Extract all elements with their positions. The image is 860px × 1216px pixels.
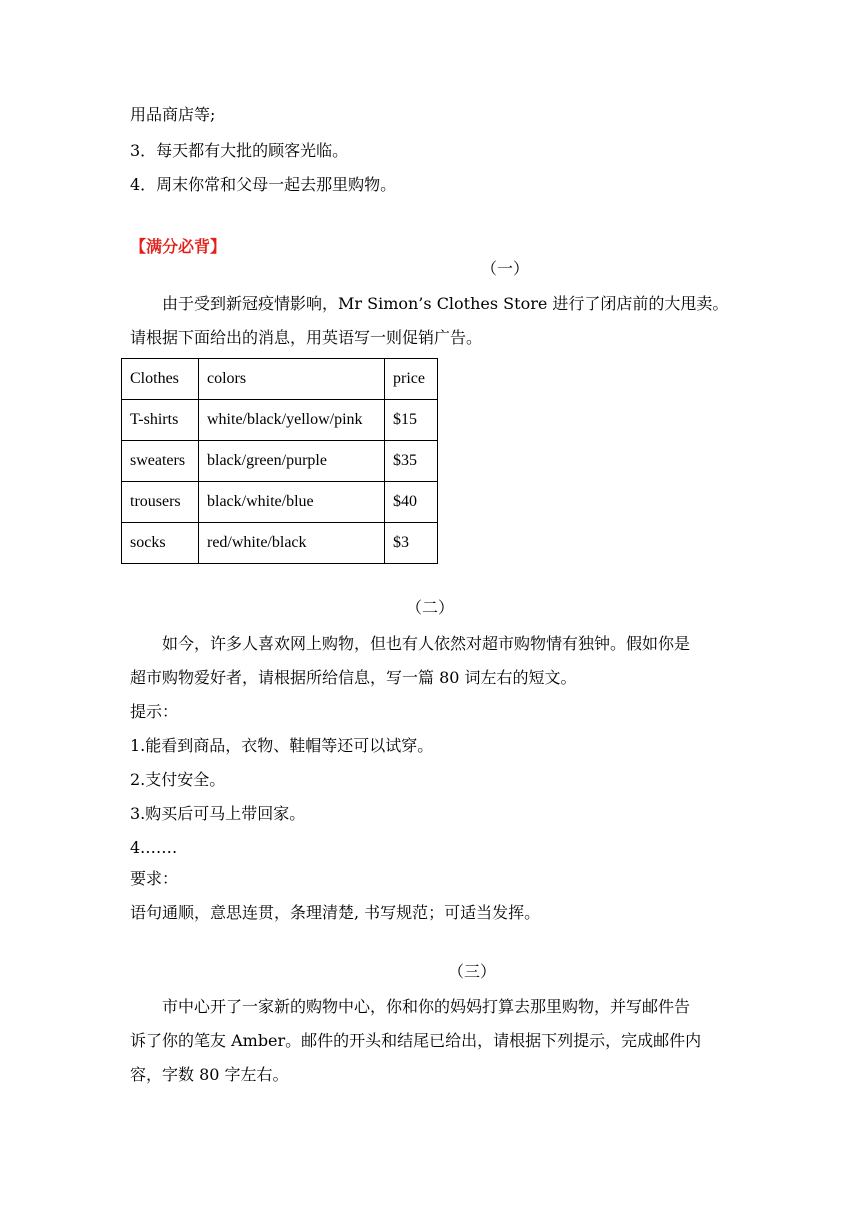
part2-label: （二） [405,598,454,617]
table-cell: trousers [122,482,199,523]
table-row [122,400,438,441]
table-cell: white/black/yellow/pink [199,400,385,441]
part3-intro-line: 容，字数 80 字左右。 [130,1065,289,1084]
table-row [122,523,438,564]
table-cell: socks [122,523,199,564]
table-cell: $35 [385,441,438,482]
part3-intro-line: 市中心开了一家新的购物中心，你和你的妈妈打算去那里购物，并写邮件告 [162,997,691,1016]
clothes-table [121,358,438,564]
hint-item: 4.…… [130,838,178,857]
requirement-label: 要求： [130,869,179,888]
section-heading: 【满分必背】 [130,237,227,256]
text-line: 用品商店等; [130,105,216,124]
table-header-cell: price [385,359,438,400]
part1-intro-line: 由于受到新冠疫情影响，Mr Simon’s Clothes Store 进行了闭店前的大甩卖。 [162,294,729,313]
part3-label: （三） [447,962,496,981]
table-row [122,441,438,482]
hint-item: 1.能看到商品，衣物、鞋帽等还可以试穿。 [130,736,434,755]
table-cell: $40 [385,482,438,523]
table-header-row [122,359,438,400]
table-header-cell: colors [199,359,385,400]
hint-item: 3.购买后可马上带回家。 [130,804,306,823]
hint-item: 2.支付安全。 [130,770,226,789]
part2-intro-line: 超市购物爱好者，请根据所给信息，写一篇 80 词左右的短文。 [130,668,577,687]
table-cell: red/white/black [199,523,385,564]
table-row [122,482,438,523]
table-cell: sweaters [122,441,199,482]
part1-label: （一） [480,259,529,278]
text-line: 4．周末你常和父母一起去那里购物。 [130,175,397,194]
table-cell: $3 [385,523,438,564]
table-header-cell: Clothes [122,359,199,400]
part1-intro-line: 请根据下面给出的消息，用英语写一则促销广告。 [130,328,483,347]
hint-label: 提示： [130,702,179,721]
part2-intro-line: 如今，许多人喜欢网上购物，但也有人依然对超市购物情有独钟。假如你是 [162,634,691,653]
table-cell: black/green/purple [199,441,385,482]
text-line: 3．每天都有大批的顾客光临。 [130,141,349,160]
requirement-text: 语句通顺，意思连贯，条理清楚, 书写规范；可适当发挥。 [130,903,541,922]
table-cell: $15 [385,400,438,441]
table-cell: black/white/blue [199,482,385,523]
table-cell: T-shirts [122,400,199,441]
part3-intro-line: 诉了你的笔友 Amber。邮件的开头和结尾已给出，请根据下列提示，完成邮件内 [130,1031,702,1050]
